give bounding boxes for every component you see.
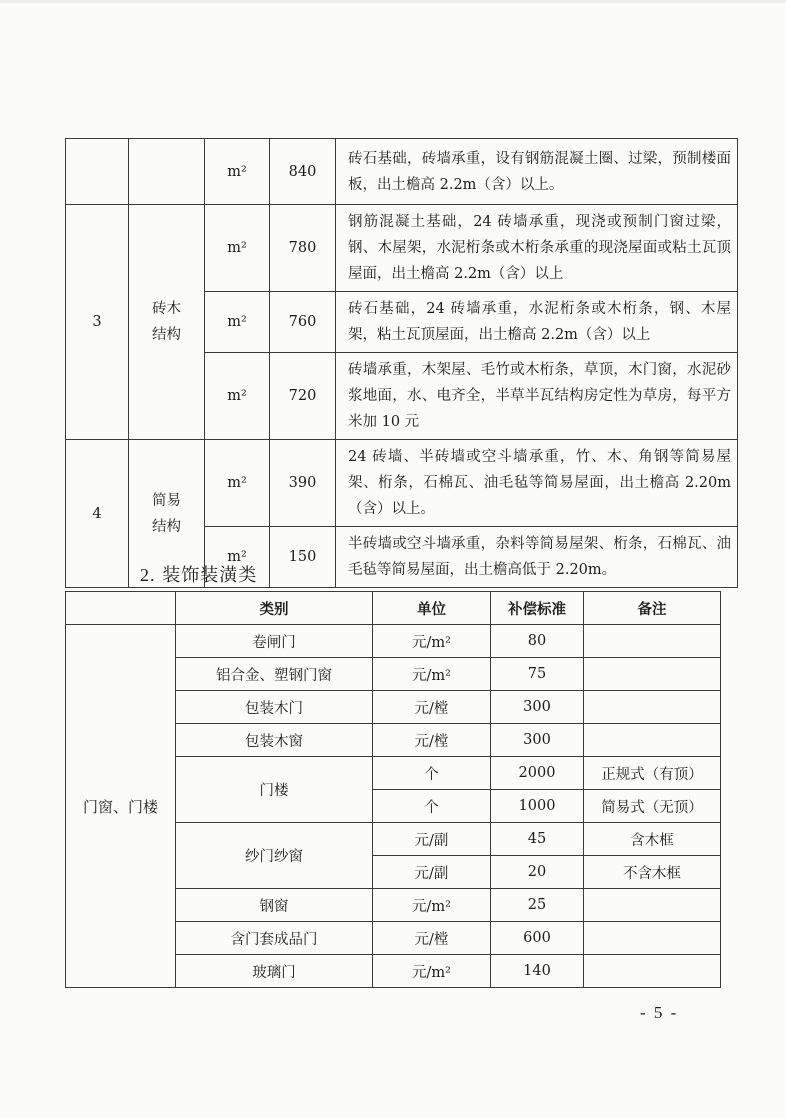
price-cell: 760 (270, 292, 336, 353)
item-cell: 钢窗 (176, 889, 373, 922)
table-row (66, 205, 738, 292)
standard-cell: 45 (491, 823, 584, 856)
item-cell: 门楼 (176, 757, 373, 823)
item-cell: 纱门纱窗 (176, 823, 373, 889)
price-cell: 150 (270, 527, 336, 588)
unit-cell: m² (205, 527, 270, 588)
note-cell: 不含木框 (584, 856, 721, 889)
item-cell: 含门套成品门 (176, 922, 373, 955)
standard-cell: 25 (491, 889, 584, 922)
section-title: 装饰装潢类 (162, 565, 258, 586)
unit-cell: 个 (373, 790, 491, 823)
price-cell: 780 (270, 205, 336, 292)
unit-cell: m² (205, 353, 270, 440)
page-edge (0, 0, 786, 3)
standard-cell: 600 (491, 922, 584, 955)
standard-cell: 1000 (491, 790, 584, 823)
note-cell: 正规式（有顶） (584, 757, 721, 790)
price-cell: 720 (270, 353, 336, 440)
price-cell: 390 (270, 440, 336, 527)
table-row (66, 440, 738, 527)
table-header-row (66, 592, 721, 625)
unit-cell: 元/m² (373, 889, 491, 922)
item-cell: 包装木窗 (176, 724, 373, 757)
note-cell (584, 724, 721, 757)
standard-cell: 80 (491, 625, 584, 658)
header-category: 类别 (176, 592, 373, 625)
standard-cell: 2000 (491, 757, 584, 790)
description-cell: 半砖墙或空斗墙承重，杂料等简易屋架、桁条，石棉瓦、油毛毡等简易屋面，出土檐高低于 2.20m。 (336, 527, 738, 588)
unit-cell: m² (205, 292, 270, 353)
unit-cell: 元/樘 (373, 922, 491, 955)
note-cell (584, 955, 721, 988)
unit-cell: 元/副 (373, 856, 491, 889)
unit-cell: 元/樘 (373, 724, 491, 757)
note-cell (584, 658, 721, 691)
description-cell: 砖石基础，砖墙承重，设有钢筋混凝土圈、过梁，预制楼面板，出土檐高 2.2m（含）以上。 (336, 139, 738, 205)
standard-cell: 300 (491, 724, 584, 757)
item-cell: 卷闸门 (176, 625, 373, 658)
standard-cell: 140 (491, 955, 584, 988)
table-row (66, 625, 721, 658)
structure-table (65, 138, 738, 588)
header-note: 备注 (584, 592, 721, 625)
section-heading (140, 561, 257, 587)
standard-cell: 300 (491, 691, 584, 724)
section-number: 2. (140, 565, 156, 585)
no-cell (66, 139, 129, 205)
type-label: 砖木结构 (151, 301, 181, 343)
unit-cell: 元/樘 (373, 691, 491, 724)
note-cell (584, 889, 721, 922)
description-cell: 砖石基础，24 砖墙承重，水泥桁条或木桁条，钢、木屋架，粘土瓦顶屋面，出土檐高 2.2m（含）以上 (336, 292, 738, 353)
standard-cell: 75 (491, 658, 584, 691)
unit-cell: 元/m² (373, 658, 491, 691)
group-cell: 门窗、门楼 (66, 625, 176, 988)
type-label: 简易结构 (151, 492, 181, 535)
decoration-table (65, 591, 721, 988)
header-unit: 单位 (373, 592, 491, 625)
table-row (66, 139, 738, 205)
type-cell (129, 139, 205, 205)
note-cell (584, 922, 721, 955)
item-cell: 铝合金、塑钢门窗 (176, 658, 373, 691)
note-cell: 含木框 (584, 823, 721, 856)
unit-cell: 个 (373, 757, 491, 790)
unit-cell: 元/m² (373, 625, 491, 658)
description-cell: 24 砖墙、半砖墙或空斗墙承重，竹、木、角钢等简易屋架、桁条，石棉瓦、油毛毡等简易屋面，出土檐高 2.20m（含）以上。 (336, 440, 738, 527)
no-cell: 4 (66, 440, 129, 588)
note-cell (584, 625, 721, 658)
standard-cell: 20 (491, 856, 584, 889)
page-number: - 5 - (640, 1003, 679, 1022)
header-blank (66, 592, 176, 625)
description-cell: 钢筋混凝土基础，24 砖墙承重，现浇或预制门窗过梁，钢、木屋架，水泥桁条或木桁条承重的现浇屋面或粘土瓦顶屋面，出土檐高 2.2m（含）以上 (336, 205, 738, 292)
unit-cell: m² (205, 139, 270, 205)
header-standard: 补偿标准 (491, 592, 584, 625)
unit-cell: m² (205, 440, 270, 527)
note-cell: 简易式（无顶） (584, 790, 721, 823)
no-cell: 3 (66, 205, 129, 440)
unit-cell: 元/m² (373, 955, 491, 988)
type-cell (129, 205, 205, 440)
description-cell: 砖墙承重，木架屋、毛竹或木桁条，草顶，木门窗，水泥砂浆地面，水、电齐全，半草半瓦结构房定性为草房，每平方米加 10 元 (336, 353, 738, 440)
unit-cell: m² (205, 205, 270, 292)
item-cell: 包装木门 (176, 691, 373, 724)
note-cell (584, 691, 721, 724)
price-cell: 840 (270, 139, 336, 205)
unit-cell: 元/副 (373, 823, 491, 856)
item-cell: 玻璃门 (176, 955, 373, 988)
